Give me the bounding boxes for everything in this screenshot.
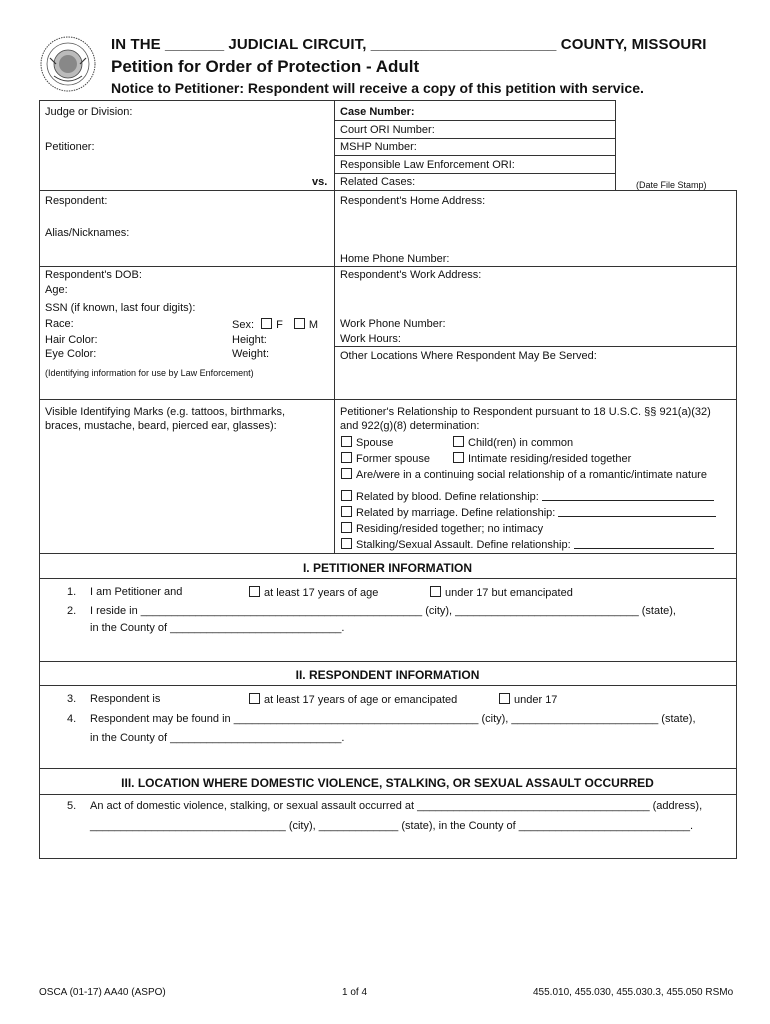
le-ori-label: Responsible Law Enforcement ORI: — [340, 159, 515, 171]
rel-social-option[interactable] — [341, 468, 707, 481]
height-label: Height: — [232, 334, 267, 346]
item-1-opt2-label: under 17 but emancipated — [445, 587, 573, 599]
form-id: OSCA (01-17) AA40 (ASPO) — [39, 987, 166, 998]
dob-label: Respondent's DOB: — [45, 269, 142, 281]
item-4-text: Respondent may be found in ________________________________________ (city), ________________________ (state), — [90, 713, 696, 725]
item-1-number: 1. — [67, 586, 77, 598]
rel-children-label: Child(ren) in common — [468, 437, 574, 449]
date-file-stamp-label: (Date File Stamp) — [636, 180, 707, 190]
rel-blood-input[interactable] — [542, 500, 714, 501]
rel-stalking-option[interactable] — [341, 538, 714, 551]
weight-label: Weight: — [232, 348, 270, 360]
sex-m-checkbox[interactable] — [294, 318, 305, 329]
item-1-opt1[interactable] — [249, 586, 378, 599]
item-3-text: Respondent is — [90, 693, 161, 705]
item-3-opt1-checkbox[interactable] — [249, 693, 260, 704]
section-3-heading: III. LOCATION WHERE DOMESTIC VIOLENCE, STALKING, OR SEXUAL ASSAULT OCCURRED — [121, 776, 654, 790]
sex-label: Sex: — [232, 319, 255, 331]
mshp-label: MSHP Number: — [340, 141, 417, 153]
rel-children-checkbox[interactable] — [453, 436, 464, 447]
sex-f-checkbox[interactable] — [261, 318, 272, 329]
rel-marriage-option[interactable] — [341, 506, 716, 519]
section-1-heading: I. PETITIONER INFORMATION — [302, 561, 473, 575]
rel-marriage-input[interactable] — [558, 516, 716, 517]
relationship-label-line2: and 922(g)(8) determination: — [340, 420, 480, 432]
age-label: Age: — [45, 284, 68, 296]
item-3-number: 3. — [67, 693, 77, 705]
page-number: 1 of 4 — [342, 987, 368, 998]
service-notice: Notice to Petitioner: Respondent will receive a copy of this petition with service. — [111, 80, 644, 96]
identifying-note: (Identifying information for use by Law Enforcement) — [45, 368, 254, 378]
rel-former-spouse-option[interactable] — [341, 452, 430, 465]
work-phone-label: Work Phone Number: — [340, 318, 446, 330]
item-5-cont: ________________________________ (city), _____________ (state), in the County of ____________________________. — [90, 820, 694, 832]
rel-residing-option[interactable] — [341, 522, 543, 535]
item-1-opt1-checkbox[interactable] — [249, 586, 260, 597]
item-3-opt2-label: under 17 — [514, 694, 558, 706]
item-4-cont: in the County of ____________________________. — [90, 732, 345, 744]
item-2-cont: in the County of ____________________________. — [90, 622, 345, 634]
ssn-label: SSN (if known, last four digits): — [45, 302, 196, 314]
item-5-number: 5. — [67, 800, 77, 812]
item-1-opt2-checkbox[interactable] — [430, 586, 441, 597]
work-address-label: Respondent's Work Address: — [340, 269, 482, 281]
versus-label: vs. — [312, 176, 328, 188]
work-hours-label: Work Hours: — [340, 333, 401, 345]
judge-division-label: Judge or Division: — [45, 106, 133, 118]
item-2-number: 2. — [67, 605, 77, 617]
rel-former-spouse-checkbox[interactable] — [341, 452, 352, 463]
court-header-line: IN THE _______ JUDICIAL CIRCUIT, ______________________ COUNTY, MISSOURI — [111, 36, 707, 53]
marks-label-line2: braces, mustache, beard, pierced ear, glasses): — [45, 420, 277, 432]
alias-label: Alias/Nicknames: — [45, 227, 130, 239]
sex-m-label: M — [308, 319, 319, 331]
item-3-opt2-checkbox[interactable] — [499, 693, 510, 704]
eye-label: Eye Color: — [45, 348, 97, 360]
item-3-opt1[interactable] — [249, 693, 457, 706]
marks-label-line1: Visible Identifying Marks (e.g. tattoos, birthmarks, — [45, 406, 286, 418]
rel-marriage-label: Related by marriage. Define relationship: — [356, 507, 556, 519]
item-2-text: I reside in ______________________________________________ (city), ______________________________ (state), — [90, 605, 676, 617]
respondent-label: Respondent: — [45, 195, 108, 207]
item-1-opt2[interactable] — [430, 586, 573, 599]
rel-spouse-option[interactable] — [341, 436, 393, 449]
item-4-number: 4. — [67, 713, 77, 725]
rel-social-label: Are/were in a continuing social relationship of a romantic/intimate nature — [356, 469, 707, 481]
rel-children-option[interactable] — [453, 436, 573, 449]
rel-blood-checkbox[interactable] — [341, 490, 352, 501]
rel-stalking-input[interactable] — [574, 548, 714, 549]
item-1-opt1-label: at least 17 years of age — [264, 587, 379, 599]
sex-f-label: F — [276, 319, 283, 331]
rel-marriage-checkbox[interactable] — [341, 506, 352, 517]
item-3-opt2[interactable] — [499, 693, 557, 706]
rel-stalking-label: Stalking/Sexual Assault. Define relationship: — [356, 539, 571, 551]
item-1-text: I am Petitioner and — [90, 586, 183, 598]
rel-social-checkbox[interactable] — [341, 468, 352, 479]
home-phone-label: Home Phone Number: — [340, 253, 450, 265]
court-ori-label: Court ORI Number: — [340, 124, 435, 136]
item-3-opt1-label: at least 17 years of age or emancipated — [264, 694, 458, 706]
rel-spouse-checkbox[interactable] — [341, 436, 352, 447]
petitioner-label: Petitioner: — [45, 141, 95, 153]
rel-stalking-checkbox[interactable] — [341, 538, 352, 549]
related-cases-label: Related Cases: — [340, 176, 416, 188]
rel-blood-option[interactable] — [341, 490, 714, 503]
rel-former-spouse-label: Former spouse — [356, 453, 430, 465]
home-address-label: Respondent's Home Address: — [340, 195, 486, 207]
item-5-text: An act of domestic violence, stalking, or sexual assault occurred at ______________________________________ (address), — [90, 800, 703, 812]
sex-field — [232, 318, 318, 331]
race-label: Race: — [45, 318, 74, 330]
rel-intimate-label: Intimate residing/resided together — [468, 453, 632, 465]
section-2-heading: II. RESPONDENT INFORMATION — [295, 668, 480, 682]
relationship-label-line1: Petitioner's Relationship to Respondent pursuant to 18 U.S.C. §§ 921(a)(32) — [340, 406, 711, 418]
rel-residing-label: Residing/resided together; no intimacy — [356, 523, 544, 535]
case-number-label: Case Number: — [340, 106, 415, 118]
rel-blood-label: Related by blood. Define relationship: — [356, 491, 539, 503]
rel-spouse-label: Spouse — [356, 437, 394, 449]
other-locations-label: Other Locations Where Respondent May Be Served: — [340, 350, 597, 362]
rel-residing-checkbox[interactable] — [341, 522, 352, 533]
statute-references: 455.010, 455.030, 455.030.3, 455.050 RSMo — [533, 987, 734, 998]
hair-label: Hair Color: — [45, 334, 98, 346]
rel-intimate-option[interactable] — [453, 452, 631, 465]
form-title: Petition for Order of Protection - Adult — [111, 57, 420, 76]
missouri-seal-icon — [40, 36, 96, 92]
rel-intimate-checkbox[interactable] — [453, 452, 464, 463]
